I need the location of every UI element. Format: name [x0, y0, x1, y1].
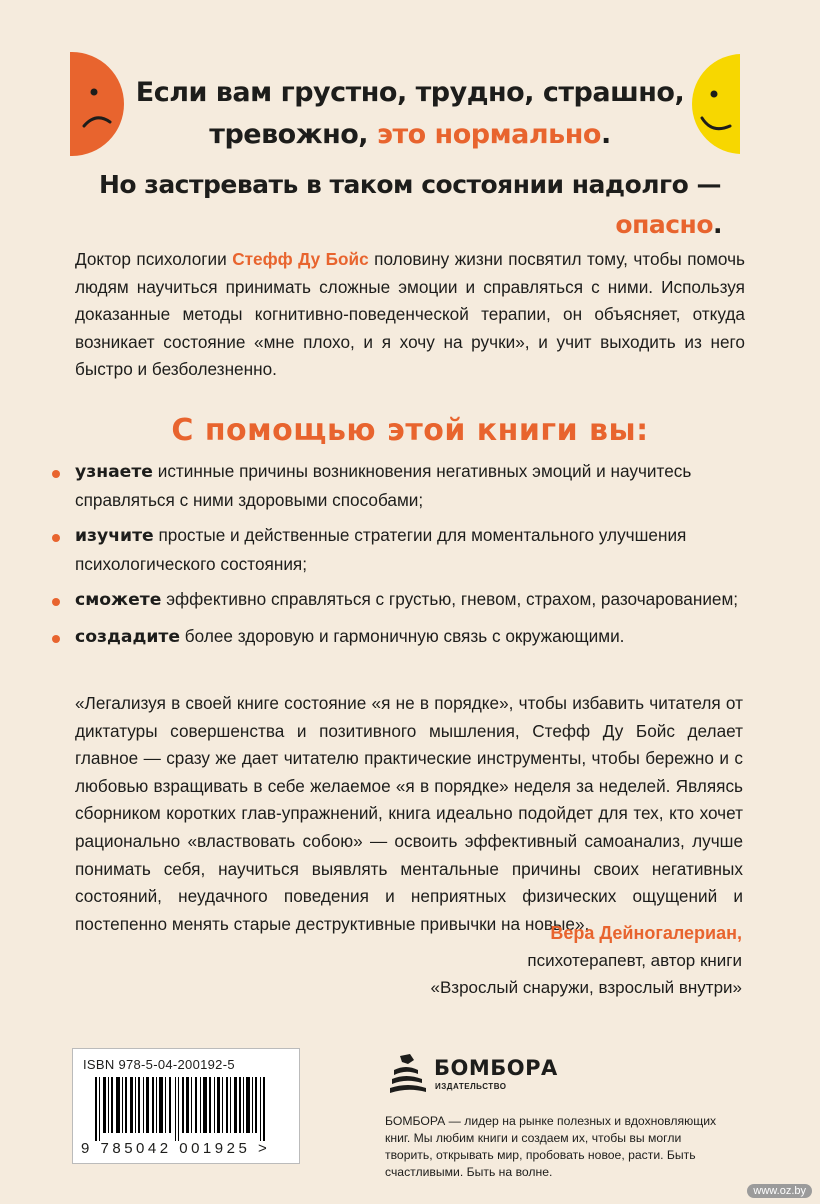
attribution — [431, 920, 742, 1001]
sad-face-icon — [70, 52, 124, 156]
bullet-dot-icon — [52, 534, 60, 542]
bullet-text: эффективно справляться с грустью, гневом, страхом, разочарованием; — [161, 589, 739, 609]
attribution-name: Вера Дейногалериан, — [550, 923, 742, 943]
bullet-keyword: изучите — [75, 526, 154, 546]
headline-line2-text: тревожно, — [209, 119, 377, 150]
subheadline — [60, 165, 760, 245]
bullet-text: простые и действенные стратегии для моментального улучшения психологического состояния; — [75, 525, 687, 574]
list-item — [52, 623, 752, 652]
attribution-book: «Взрослый снаружи, взрослый внутри» — [430, 978, 742, 997]
intro-after: половину жизни посвятил тому, чтобы помочь людям научиться принимать сложные эмоции и справляться с ними. Используя доказанные методы когнитивно-поведенческой терапии, он объясняет, откуда возникает состояние «мне плохо, и я хочу на ручки», и учит выходить из него быстро и безболезненно. — [75, 249, 745, 379]
subheadline-accent: опасно — [615, 210, 713, 239]
barcode-block — [72, 1048, 300, 1164]
intro-before: Доктор психологии — [75, 249, 233, 269]
intro-paragraph — [75, 246, 745, 384]
list-item — [52, 458, 752, 514]
benefits-list — [52, 458, 752, 659]
barcode-icon — [95, 1077, 285, 1141]
attribution-role: психотерапевт, автор книги — [527, 951, 742, 970]
author-name: Стефф Ду Бойс — [232, 249, 369, 269]
bullet-text: более здоровую и гармоничную связь с окружающими. — [180, 625, 625, 646]
site-watermark: www.oz.by — [747, 1184, 812, 1198]
bullet-text: истинные причины возникновения негативных эмоций и научитесь справляться с ними здоровыми способами; — [75, 461, 692, 510]
headline-line1: Если вам грустно, трудно, страшно, — [135, 77, 685, 108]
subheadline-period: . — [713, 210, 722, 239]
barcode-digits: 9 785042 001925 > — [81, 1140, 271, 1157]
bullet-dot-icon — [52, 470, 60, 478]
bullet-keyword: узнаете — [75, 462, 153, 482]
publisher-name: БОМБОРА — [434, 1056, 558, 1080]
list-item — [52, 586, 752, 615]
section-title: С помощью этой книги вы: — [171, 413, 649, 448]
headline-line2 — [120, 114, 700, 156]
subheadline-line2 — [60, 205, 760, 245]
isbn-text: ISBN 978-5-04-200192-5 — [83, 1057, 235, 1072]
publisher-description: БОМБОРА — лидер на рынке полезных и вдохновляющих книг. Мы любим книги и создаем их, чтобы вы могли творить, открывать мир, пробовать новое, расти. Быть счастливыми. Быть на волне. — [385, 1114, 717, 1179]
publisher-sub: ИЗДАТЕЛЬСТВО — [435, 1082, 507, 1091]
headline — [120, 72, 700, 156]
bullet-keyword: сможете — [75, 590, 162, 610]
bullet-dot-icon — [52, 635, 60, 643]
subheadline-line1: Но застревать в таком состоянии надолго — — [98, 170, 722, 199]
headline-accent: это нормально — [376, 119, 601, 150]
headline-period: . — [600, 119, 611, 150]
bombora-logo-icon — [388, 1050, 432, 1094]
review-quote: «Легализуя в своей книге состояние «я не в порядке», чтобы избавить читателя от диктатуры совершенства и позитивного мышления, Стефф Ду Бойс делает главное — сразу же дает читателю практические инструменты, чтобы бережно и с любовью взращивать в себе желаемое «я в порядке» неделя за неделей. Являясь сборником коротких глав-упражнений, книга идеально подойдет для тех, кто хочет рационально «властвовать собою» — освоить эффективный самоанализ, лучше понимать себя, научиться выявлять ментальные причины своих негативных состояний, неудачного поведения и неприятных физических ощущений и постепенно менять старые деструктивные привычки на новые». — [75, 693, 743, 934]
list-item — [52, 522, 752, 578]
bullet-keyword: создадите — [75, 626, 181, 647]
bullet-dot-icon — [52, 598, 60, 606]
